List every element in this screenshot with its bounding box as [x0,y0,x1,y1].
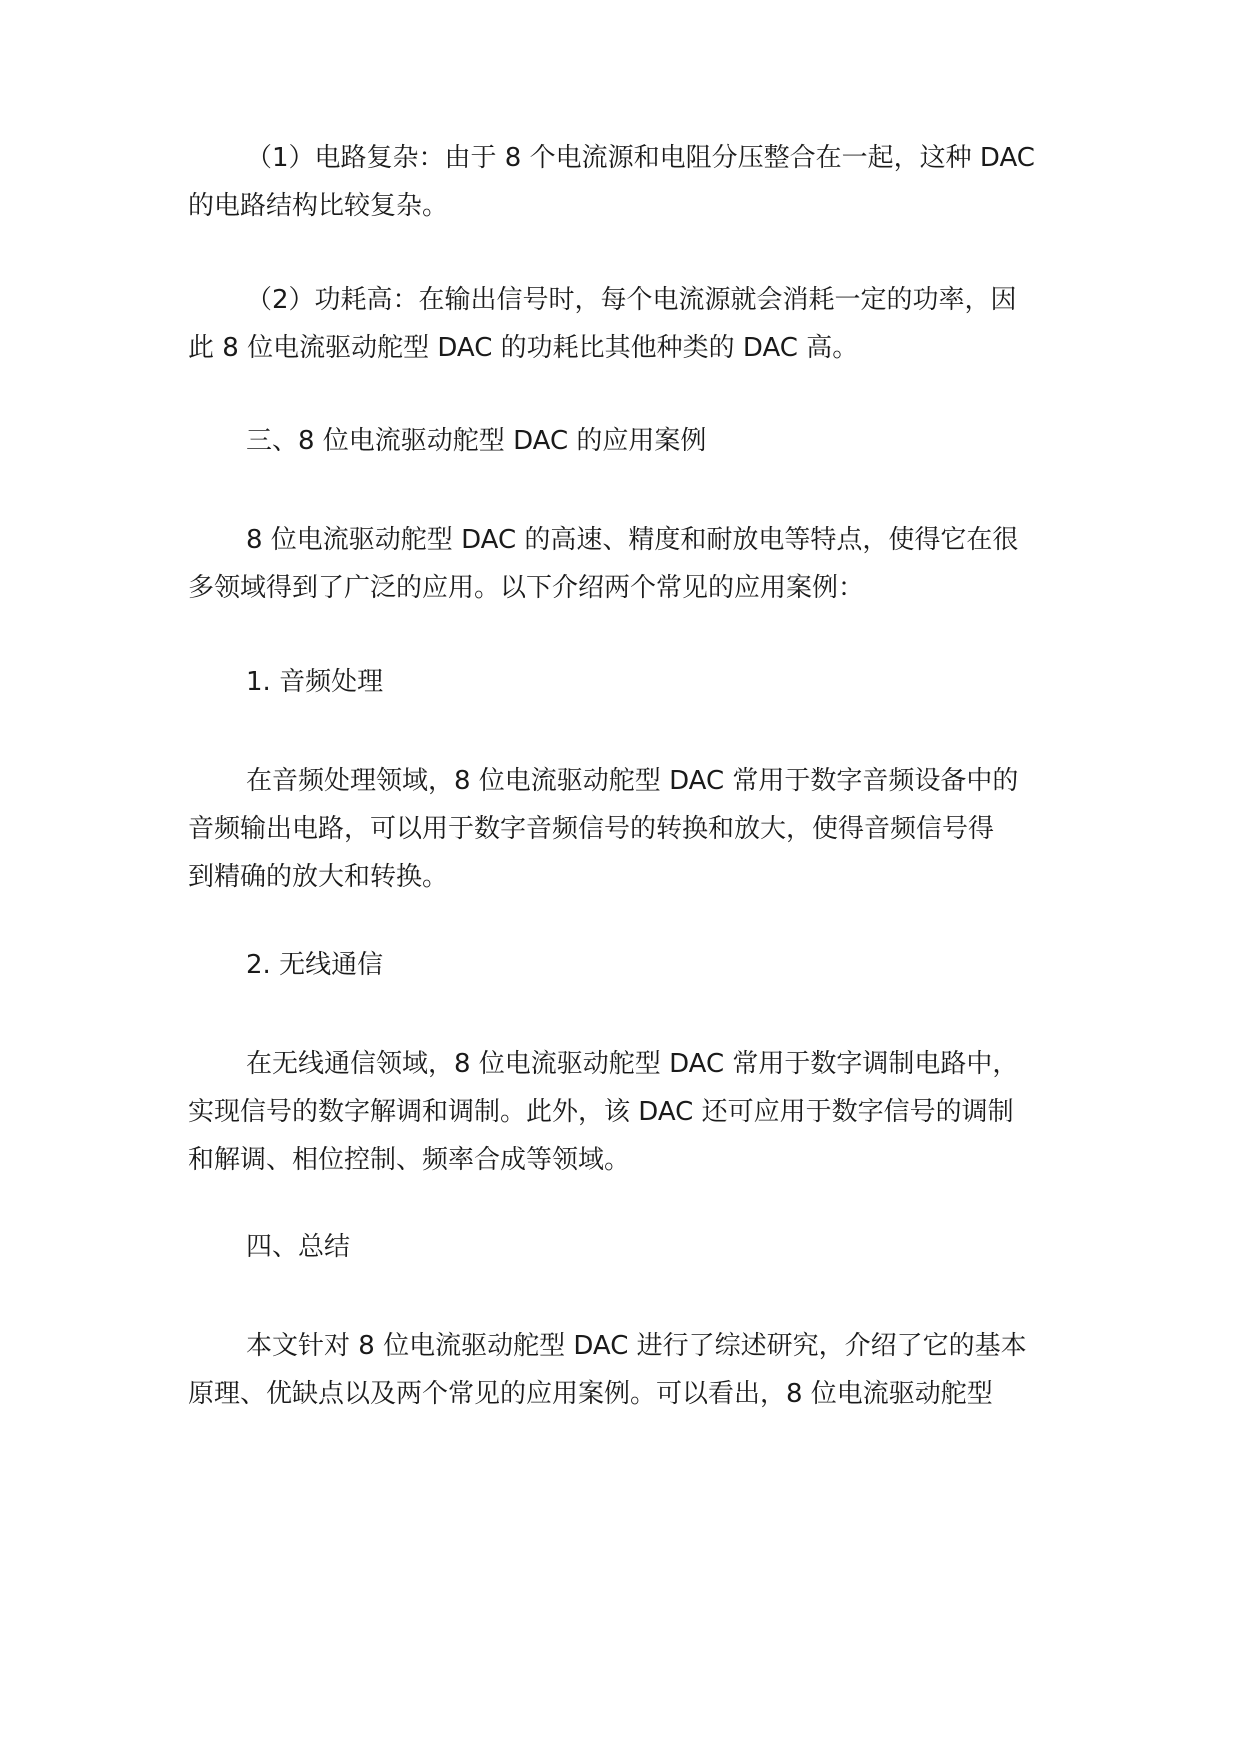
text-line: 此 8 位电流驱动舵型 DAC 的功耗比其他种类的 DAC 高。 [188,333,859,363]
text-line: 到精确的放大和转换。 [188,862,449,892]
text-line: 本文针对 8 位电流驱动舵型 DAC 进行了综述研究，介绍了它的基本 [246,1331,1027,1361]
text-line: 多领域得到了广泛的应用。以下介绍两个常见的应用案例： [188,573,865,603]
paragraph-audio-processing [188,757,1068,901]
paragraph-wireless-communication [188,1040,1068,1184]
text-line: 8 位电流驱动舵型 DAC 的高速、精度和耐放电等特点，使得它在很 [246,525,1019,555]
heading-text: 三、8 位电流驱动舵型 DAC 的应用案例 [246,426,707,456]
text-line: 音频输出电路，可以用于数字音频信号的转换和放大，使得音频信号得 [188,814,995,844]
paragraph-summary [188,1322,1068,1418]
text-line: 的电路结构比较复杂。 [188,191,449,221]
subheading-wireless-communication [188,941,1068,989]
paragraph-circuit-complexity [188,134,1068,230]
text-line: （2）功耗高：在输出信号时，每个电流源就会消耗一定的功率，因 [246,285,1017,315]
text-line: 和解调、相位控制、频率合成等领域。 [188,1145,631,1175]
section-heading-summary [188,1223,1068,1271]
paragraph-high-power [188,276,1068,372]
text-line: （1）电路复杂：由于 8 个电流源和电阻分压整合在一起，这种 DAC [246,143,1035,173]
heading-text: 四、总结 [246,1232,351,1262]
heading-text: 2. 无线通信 [246,950,384,980]
paragraph-applications-intro [188,516,1068,612]
text-line: 在无线通信领域，8 位电流驱动舵型 DAC 常用于数字调制电路中， [246,1049,1019,1079]
text-line: 实现信号的数字解调和调制。此外，该 DAC 还可应用于数字信号的调制 [188,1097,1014,1127]
heading-text: 1. 音频处理 [246,667,384,697]
section-heading-applications [188,417,1068,465]
text-line: 在音频处理领域，8 位电流驱动舵型 DAC 常用于数字音频设备中的 [246,766,1019,796]
subheading-audio-processing [188,658,1068,706]
text-line: 原理、优缺点以及两个常见的应用案例。可以看出，8 位电流驱动舵型 [188,1379,993,1409]
